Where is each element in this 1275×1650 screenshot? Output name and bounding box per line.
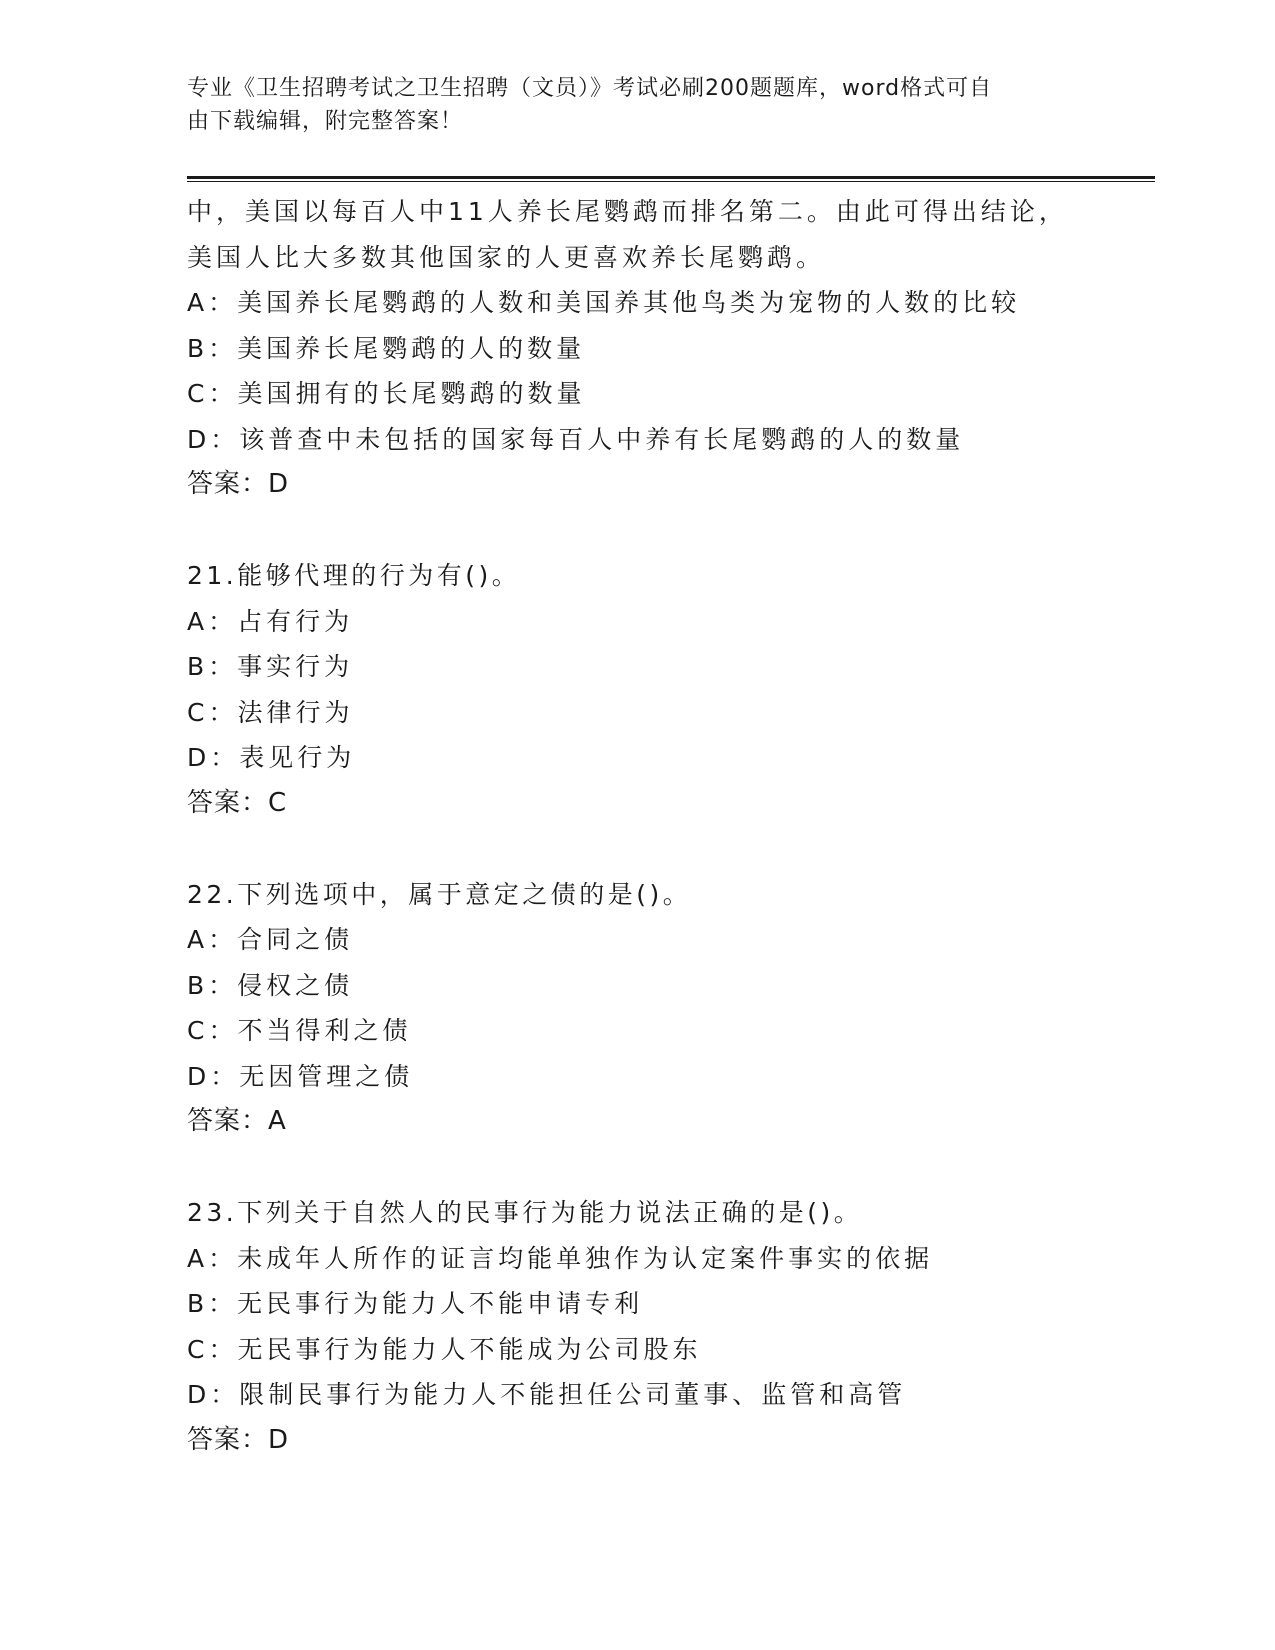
- option-b: B：侵权之债: [187, 970, 354, 1000]
- option-a: A：合同之债: [187, 925, 354, 954]
- document-header: [187, 72, 1087, 138]
- option-d: D：限制民事行为能力人不能担任公司董事、监管和高管: [187, 1380, 907, 1409]
- answer-line: 答案：A: [187, 1106, 287, 1136]
- option-c: C：法律行为: [187, 697, 354, 727]
- option-c: C：美国拥有的长尾鹦鹉的数量: [187, 379, 586, 408]
- option-c: C：不当得利之债: [187, 1016, 412, 1045]
- option-b: B：美国养长尾鹦鹉的人的数量: [187, 333, 586, 363]
- question-stem: 22.下列选项中，属于意定之债的是()。: [187, 879, 692, 909]
- option-d: D：表见行为: [187, 743, 356, 772]
- option-d: D：无因管理之债: [187, 1061, 414, 1091]
- option-b: B：事实行为: [187, 652, 354, 681]
- header-title-line-1: 专业《卫生招聘考试之卫生招聘（文员）》考试必刷200题题库，word格式可自: [187, 76, 993, 101]
- question-20-continuation: [187, 189, 1147, 508]
- question-stem: 23.下列关于自然人的民事行为能力说法正确的是()。: [187, 1198, 863, 1227]
- header-divider-thick: [187, 176, 1155, 179]
- header-title-line-2: 由下载编辑，附完整答案！: [187, 109, 464, 134]
- option-a: A：占有行为: [187, 606, 354, 636]
- question-22: [187, 872, 1147, 1145]
- spacer: [187, 1145, 1147, 1191]
- question-stem-line: 中，美国以每百人中11人养长尾鹦鹉而排名第二。由此可得出结论，: [187, 197, 1068, 226]
- question-stem: 21.能够代理的行为有()。: [187, 561, 521, 590]
- answer-line: 答案：D: [187, 1424, 290, 1455]
- option-c: C：无民事行为能力人不能成为公司股东: [187, 1334, 702, 1364]
- option-b: B：无民事行为能力人不能申请专利: [187, 1289, 644, 1318]
- question-stem-line: 美国人比大多数其他国家的人更喜欢养长尾鹦鹉。: [187, 242, 826, 272]
- answer-line: 答案：C: [187, 787, 288, 818]
- option-d: D：该普查中未包括的国家每百人中养有长尾鹦鹉的人的数量: [187, 424, 965, 454]
- spacer: [187, 508, 1147, 554]
- option-a: A：美国养长尾鹦鹉的人数和美国养其他鸟类为宠物的人数的比较: [187, 288, 1021, 317]
- question-content: [187, 189, 1147, 1463]
- spacer: [187, 826, 1147, 872]
- header-divider-thin: [187, 181, 1155, 182]
- answer-line: 答案：D: [187, 469, 290, 499]
- question-23: [187, 1190, 1147, 1463]
- option-a: A：未成年人所作的证言均能单独作为认定案件事实的依据: [187, 1243, 934, 1273]
- question-21: [187, 553, 1147, 826]
